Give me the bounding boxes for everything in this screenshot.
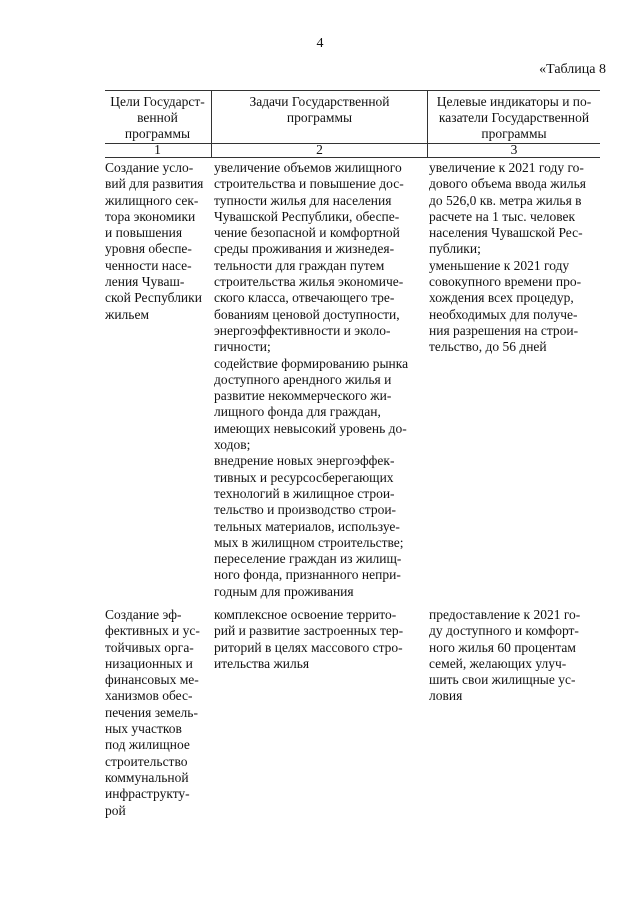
table-top-border <box>105 90 600 91</box>
table-caption: «Таблица 8 <box>539 62 606 77</box>
row-2-goal: Создание эф- фективных и ус- тойчивых орга- низационных и финансовых ме- ханизмов обес- печения земель- ных участков под жилищное строительство коммунальной инфраструкту- рой <box>105 607 200 818</box>
header-goals: Цели Государст- венной программы <box>110 94 205 141</box>
row-1-goal: Создание усло- вий для развития жилищного сек- тора экономики и повышения уровня обеспе- ченности насе- ления Чуваш- ской Республики жильем <box>105 160 204 322</box>
column-number-separator <box>105 157 600 158</box>
row-1-indicators: увеличение к 2021 году го- дового объема ввода жилья до 526,0 кв. метра жилья в расчете на 1 тыс. человек населения Чувашской Рес- публики; уменьшение к 2021 году совокупного времени про- хождения всех процедур, необходимых для получе- ния разрешения на строи- тельство, до 56 дней <box>429 160 586 355</box>
page-number: 4 <box>316 36 324 51</box>
header-indicators: Целевые индикаторы и по- казатели Государственной программы <box>436 94 592 141</box>
column-number-3: 3 <box>510 143 518 157</box>
column-number-2: 2 <box>316 143 323 157</box>
row-2-tasks: комплексное освоение террито- рий и развитие застроенных тер- риторий в целях массового стро- ительства жилья <box>214 607 404 671</box>
row-1-tasks: увеличение объемов жилищного строительства и повышение дос- тупности жилья для населения Чувашской Республики, обеспе- чение безопасной и комфортной среды проживания и жизнедея- тельности для граждан путем строительства жилья экономиче- ского класса, отвечающего тре- бованиям ценовой доступности, энергоэффективности и эколо- гичности; содействие формированию рынка доступного арендного жилья и развитие некоммерческого жи- лищного фонда для граждан, имеющих невысокий уровень до- ходов; внедрение новых энергоэффек- тивных и ресурсосберегающих технологий в жилищное строи- тельство и производство строи- тельных материалов, используе- мых в жилищном строительстве; переселение граждан из жилищ- ного фонда, признанного непри- годным для проживания <box>214 160 409 599</box>
column-divider-1 <box>211 90 212 157</box>
column-number-1: 1 <box>154 143 161 157</box>
column-divider-2 <box>427 90 428 157</box>
row-2-indicators: предоставление к 2021 го- ду доступного и комфорт- ного жилья 60 процентам семей, желающих улуч- шить свои жилищные ус- ловия <box>429 607 581 704</box>
header-tasks: Задачи Государственной программы <box>249 94 390 125</box>
